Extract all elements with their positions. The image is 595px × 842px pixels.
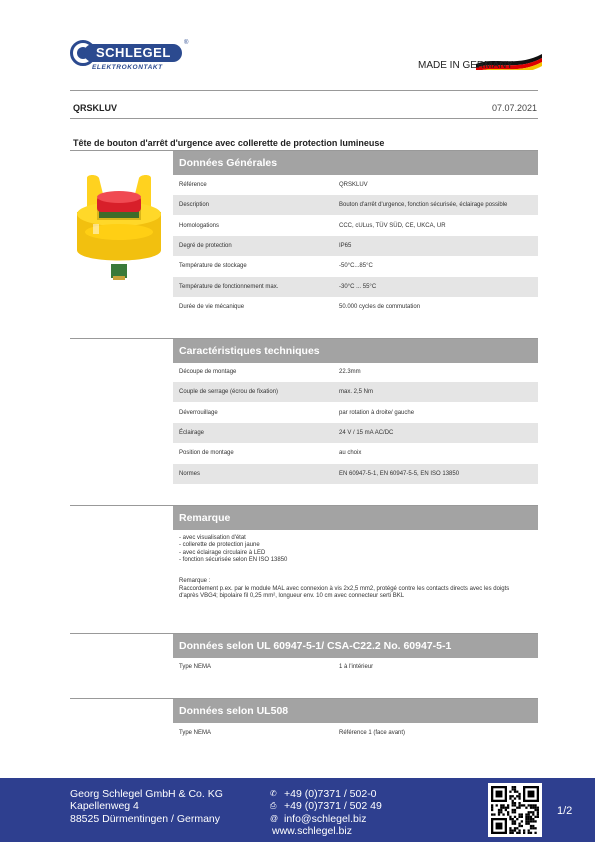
spec-row [173, 723, 538, 743]
schlegel-logo [70, 40, 189, 72]
spec-label: Température de fonctionnement max. [179, 283, 279, 290]
spec-row [173, 443, 538, 463]
spec-value: IP65 [339, 242, 352, 249]
spec-row [173, 216, 538, 236]
logo-wordmark: SCHLEGEL [84, 44, 182, 62]
spec-row [173, 297, 538, 317]
spec-label: Éclairage [179, 429, 205, 436]
document-date: 07.07.2021 [491, 103, 537, 113]
spec-value: -50°C...85°C [339, 263, 373, 270]
fax-icon: ⎙ [270, 801, 277, 811]
website-link[interactable]: www.schlegel.biz [272, 824, 352, 837]
spec-row [173, 256, 538, 276]
spec-value: 24 V / 15 mA AC/DC [339, 429, 394, 436]
spec-value: CCC, cULus, TÜV SÜD, CE, UKCA, UR [339, 222, 446, 229]
qr-code[interactable] [488, 783, 542, 837]
spec-row [173, 236, 538, 256]
spec-row [173, 657, 538, 677]
spec-label: Température de stockage [179, 263, 247, 270]
company-name: Georg Schlegel GmbH & Co. KG [70, 788, 223, 800]
product-code: QRSKLUV [73, 103, 118, 113]
company-city: 88525 Dürmentingen / Germany [70, 812, 220, 825]
remark-list [179, 535, 529, 565]
spec-value: max. 2,5 Nm [339, 389, 374, 396]
phone-number[interactable]: +49 (0)7371 / 502-0 [284, 788, 377, 800]
spec-value: 1 à l'intérieur [339, 664, 374, 670]
section-remark-title: Remarque [173, 506, 538, 530]
spec-label: Couple de serrage (écrou de fixation) [179, 389, 279, 396]
spec-row [173, 423, 538, 443]
spec-label: Normes [179, 470, 201, 477]
footer-contact [270, 788, 382, 837]
spec-value: Référence 1 (face avant) [339, 730, 406, 736]
spec-row [173, 464, 538, 484]
made-in-germany: MADE IN GERMANY [418, 60, 514, 71]
remark-item: - avec éclairage circulaire à LED [179, 549, 266, 556]
spec-value: par rotation à droite/ gauche [339, 409, 415, 416]
spec-label: Type NEMA [179, 664, 212, 670]
section-technical-title: Caractéristiques techniques [173, 339, 538, 363]
spec-label: Homologations [179, 222, 220, 229]
phone-icon: ✆ [270, 789, 277, 798]
section-general-title: Données Générales [173, 151, 538, 175]
spec-label: Type NEMA [179, 730, 212, 736]
spec-value: 22.3mm [339, 369, 361, 375]
spec-row [173, 382, 538, 402]
spec-label: Référence [179, 182, 207, 188]
spec-row [173, 175, 538, 195]
logo-registered-mark: ® [184, 40, 189, 46]
spec-row [173, 362, 538, 382]
spec-value: EN 60947-5-1, EN 60947-5-5, EN ISO 13850 [339, 470, 460, 477]
spec-value: -30°C ... 55°C [339, 283, 377, 290]
spec-value: QRSKLUV [339, 182, 368, 188]
remark-text: Raccordement p.ex. par le module MAL avec connexion à vis 2x2,5 mm2, protégé contre les contacts directs avec les doigts d'après VBG4; bipolaire fil 0,25 mm², longueur env. 10 cm avec connecteur serti BKL [179, 586, 510, 600]
spec-row [173, 403, 538, 423]
spec-label: Durée de vie mécanique [179, 303, 245, 310]
section-ul508-title: Données selon UL508 [173, 699, 538, 723]
logo-subtitle: ELEKTROKONTAKT [92, 64, 163, 71]
spec-value: au choix [339, 450, 362, 457]
spec-label: Découpe de montage [179, 369, 237, 375]
spec-label: Degré de protection [179, 242, 232, 249]
spec-label: Déverrouillage [179, 409, 218, 416]
remark-item: - collerette de protection jaune [179, 542, 260, 549]
fax-number: +49 (0)7371 / 502 49 [284, 800, 382, 813]
email-icon: @ [270, 813, 279, 823]
product-title: Tête de bouton d'arrêt d'urgence avec collerette de protection lumineuse [73, 138, 385, 148]
remark-label: Remarque : [179, 578, 211, 584]
qr-code-pattern [491, 786, 539, 834]
remark-item: - avec visualisation d'état [179, 535, 246, 541]
page-number: 1/2 [557, 805, 573, 817]
header-rule [70, 90, 538, 91]
spec-value: 50.000 cycles de commutation [339, 303, 421, 310]
spec-row [173, 277, 538, 297]
spec-label: Description [179, 202, 210, 209]
product-image [73, 172, 165, 282]
email-link[interactable]: info@schlegel.biz [284, 812, 367, 825]
remark-item: - fonction sécurisée selon EN ISO 13850 [179, 557, 288, 564]
header-rule [70, 118, 538, 119]
spec-row [173, 195, 538, 215]
spec-value: Bouton d'arrêt d'urgence, fonction sécurisée, éclairage possible [339, 202, 508, 209]
section-ul60947-title: Données selon UL 60947-5-1/ CSA-C22.2 No. 60947-5-1 [173, 634, 538, 658]
spec-label: Position de montage [179, 450, 234, 457]
footer-address [70, 788, 223, 825]
company-street: Kapellenweg 4 [70, 800, 139, 813]
footer [0, 778, 595, 842]
